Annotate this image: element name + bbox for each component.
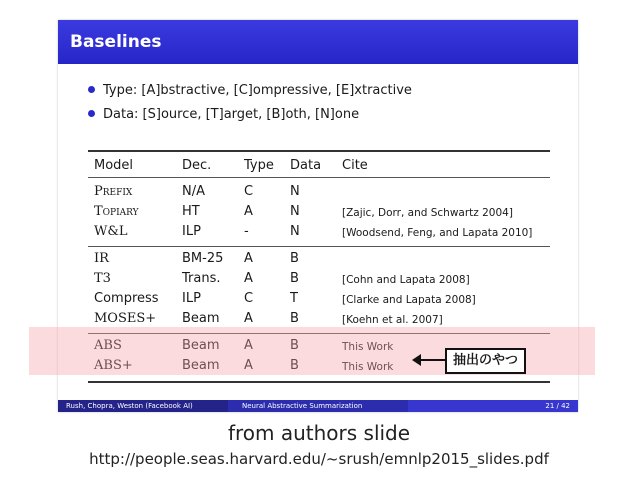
slide-title-bar <box>58 20 578 64</box>
table-cell: B <box>290 271 299 286</box>
table-cell: ILP <box>182 291 201 306</box>
slide-title: Baselines <box>70 32 162 52</box>
bullet-dot-icon <box>88 110 95 117</box>
table-model-cell: MOSES+ <box>94 311 157 326</box>
table-cell: [Cohn and Lapata 2008] <box>342 274 470 286</box>
table-header-cell: Type <box>244 158 274 173</box>
table-model-cell: W&L <box>94 224 128 239</box>
table-cell: B <box>290 338 299 353</box>
annotation-label: 抽出のやつ <box>445 348 526 374</box>
table-model-cell: Prefix <box>94 184 133 199</box>
table-cell: B <box>290 358 299 373</box>
table-cell: C <box>244 184 254 199</box>
table-cell: Trans. <box>182 271 221 286</box>
table-rule <box>88 177 550 178</box>
table-cell: Beam <box>182 311 220 326</box>
table-cell: A <box>244 251 253 266</box>
caption-source: from authors slide <box>227 421 411 445</box>
table-cell: [Clarke and Lapata 2008] <box>342 294 476 306</box>
table-cell: BM-25 <box>182 251 224 266</box>
table-cell: A <box>244 271 253 286</box>
table-cell: This Work <box>342 361 394 373</box>
bullet-text: Data: [S]ource, [T]arget, [B]oth, [N]one <box>103 107 360 122</box>
table-model-cell: Compress <box>94 291 159 306</box>
table-cell: HT <box>182 204 200 219</box>
table-cell: A <box>244 311 253 326</box>
table-cell: [Woodsend, Feng, and Lapata 2010] <box>342 227 533 239</box>
table-header-cell: Model <box>94 158 134 173</box>
table-cell: B <box>290 251 299 266</box>
caption-url: http://people.seas.harvard.edu/~srush/emnlp2015_slides.pdf <box>89 450 549 468</box>
table-cell: A <box>244 204 253 219</box>
footer-page-number: 21 / 42 <box>545 402 570 410</box>
table-rule <box>88 246 550 247</box>
table-cell: C <box>244 291 254 306</box>
slide-footer <box>58 400 578 412</box>
bullet-item <box>88 106 359 124</box>
table-model-cell: IR <box>94 251 109 266</box>
left-arrow-icon <box>412 352 446 368</box>
table-model-cell: T3 <box>94 271 111 286</box>
table-cell: [Zajic, Dorr, and Schwartz 2004] <box>342 207 513 219</box>
bullet-item <box>88 82 412 100</box>
footer-talk-title: Neural Abstractive Summarization <box>242 402 363 410</box>
table-cell: Beam <box>182 358 220 373</box>
table-model-cell: ABS+ <box>94 358 133 373</box>
table-cell: B <box>290 311 299 326</box>
table-rule <box>88 150 550 152</box>
table-header-cell: Data <box>290 158 322 173</box>
table-cell: T <box>290 291 298 306</box>
table-cell: ILP <box>182 224 201 239</box>
table-cell: This Work <box>342 341 394 353</box>
table-cell: N <box>290 184 300 199</box>
table-cell: Beam <box>182 338 220 353</box>
table-cell: N <box>290 224 300 239</box>
table-model-cell: ABS <box>94 338 122 353</box>
footer-authors: Rush, Chopra, Weston (Facebook AI) <box>66 402 193 410</box>
table-cell: [Koehn et al. 2007] <box>342 314 443 326</box>
table-cell: - <box>244 224 249 239</box>
table-cell: N <box>290 204 300 219</box>
table-model-cell: Topiary <box>94 204 139 219</box>
table-rule <box>88 381 550 383</box>
bullet-text: Type: [A]bstractive, [C]ompressive, [E]xtractive <box>103 83 412 98</box>
bullet-dot-icon <box>88 86 95 93</box>
table-cell: A <box>244 358 253 373</box>
table-header-cell: Cite <box>342 158 368 173</box>
table-cell: N/A <box>182 184 205 199</box>
table-header-cell: Dec. <box>182 158 212 173</box>
table-cell: A <box>244 338 253 353</box>
